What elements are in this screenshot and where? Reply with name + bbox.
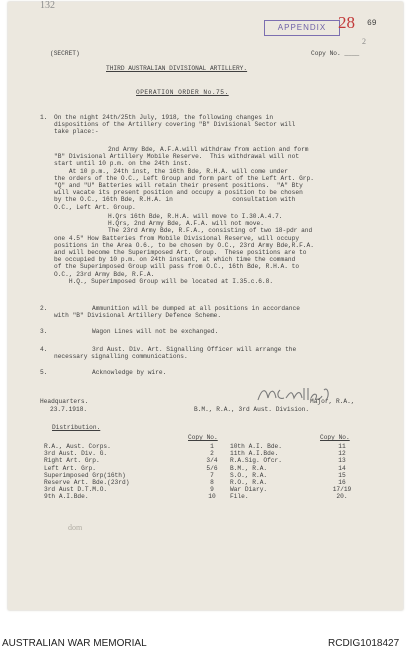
- text-line: with "B" Divisional Artillery Defence Scheme.: [54, 312, 222, 320]
- copy-number: 16: [338, 479, 346, 487]
- paragraph-3: Wagon Lines will not be exchanged.: [92, 328, 219, 335]
- copy-number: 15: [338, 471, 346, 479]
- classification: (SECRET): [50, 50, 80, 57]
- text-line: by the O.C., 16th Bde, R.H.A. in consultation with: [54, 196, 296, 204]
- text-line: dispositions of the Artillery covering "B" Divisional Sector will: [54, 121, 296, 129]
- record-id: RCDIG1018427: [328, 638, 400, 649]
- list-item: B.M., R.A.: [230, 464, 268, 472]
- headquarters-label: Headquarters.: [40, 398, 89, 405]
- paragraph-number-1: 1.: [40, 114, 48, 121]
- paragraph-number-4: 4.: [40, 346, 48, 353]
- text-line: O.C., 23rd Army Bde, R.F.A.: [54, 270, 155, 278]
- text-line: "B" Divisional Artillery Mobile Reserve. This withdrawal will not: [54, 153, 300, 161]
- copy-number: 9: [210, 486, 214, 494]
- text-line: 2nd Army Bde, A.F.A.will withdraw from action and form: [108, 146, 309, 153]
- copy-number: 20.: [336, 493, 348, 501]
- signatory-rank: Major, R.A.,: [310, 398, 355, 405]
- text-line: On the night 24th/25th July, 1918, the following changes in: [54, 114, 274, 121]
- list-item: 3rd Aust. Div. G.: [44, 450, 108, 458]
- order-date: 23.7.1918.: [50, 406, 88, 413]
- text-line: positions in the Area O.6., to be chosen by O.C., 23rd Army Bde,R.F.A.: [54, 241, 314, 249]
- document-page: [8, 2, 403, 610]
- list-item: R.O., R.A.: [230, 479, 268, 487]
- list-item: War Diary.: [230, 486, 268, 494]
- paragraph-4: [54, 346, 296, 360]
- text-line: At 10 p.m., 24th inst, the 16th Bde, R.H.A. will come under: [54, 167, 288, 175]
- copy-number: 10: [208, 493, 216, 501]
- text-line: the orders of the O.C., Left Group and form part of the Left Art. Grp.: [54, 174, 314, 182]
- distribution-copies-right: [328, 443, 356, 501]
- list-item: 11th A.I.Bde.: [230, 450, 279, 458]
- text-line: "Q" and "U" Batteries will retain their present positions. "A" Bty: [54, 182, 303, 190]
- paragraph-number-3: 3.: [40, 328, 48, 335]
- distribution-list-left: [44, 443, 129, 501]
- text-line: 3rd Aust. Div. Art. Signalling Officer will arrange the: [92, 346, 297, 353]
- list-item: Reserve Art. Bde.(23rd): [44, 479, 130, 487]
- text-line: be occupied by 10 p.m. on 24th instant, at which time the command: [54, 256, 296, 264]
- paragraph-5: Acknowledge by wire.: [92, 369, 167, 376]
- copy-number: 13: [338, 457, 346, 465]
- pencil-note: dom: [68, 523, 83, 532]
- list-item: S.O., R.A.: [230, 471, 268, 479]
- distribution-copies-left: [202, 443, 222, 501]
- list-item: 10th A.I. Bde.: [230, 443, 282, 450]
- list-item: 9th A.I.Bde.: [44, 493, 89, 501]
- list-item: File.: [230, 493, 249, 501]
- paragraph-2: [54, 305, 300, 319]
- paragraph-1-intro: [54, 114, 295, 136]
- copy-no-header-right: Copy No.: [320, 434, 350, 441]
- list-item: 3rd Aust D.T.M.O.: [44, 486, 108, 494]
- text-line: H.Qrs 16th Bde, R.H.A. will move to I.30.A.4.7.: [108, 213, 283, 220]
- list-item: R.A., Aust. Corps.: [44, 443, 111, 450]
- text-line: Ammunition will be dumped at all positions in accordance: [92, 305, 300, 312]
- copy-no-header-left: Copy No.: [188, 434, 218, 441]
- copy-number: 8: [210, 479, 214, 487]
- text-line: The 23rd Army Bde, R.F.A., consisting of two 18-pdr and: [108, 227, 313, 235]
- paragraph-number-5: 5.: [40, 369, 48, 376]
- list-item: Left Art. Grp.: [44, 464, 96, 472]
- text-line: will vacate its present position and occupy a position to be chosen: [54, 189, 303, 197]
- order-title: OPERATION ORDER No.75.: [136, 89, 229, 96]
- paragraph-number-2: 2.: [40, 305, 48, 312]
- copy-number: 14: [338, 464, 346, 472]
- distribution-title: Distribution.: [52, 424, 101, 431]
- pencil-mark: 2: [362, 37, 366, 46]
- copy-number: 3/4: [206, 457, 218, 465]
- copy-number: 5/6: [206, 464, 218, 472]
- text-line: and will become the Superimposed Art. Group. These positions are to: [54, 249, 307, 257]
- list-item: Superimposed Grp(16th): [44, 471, 126, 479]
- appendix-number: 28: [338, 13, 355, 32]
- unit-heading: THIRD AUSTRALIAN DIVISIONAL ARTILLERY.: [106, 65, 248, 72]
- text-line: start until 10 p.m. on the 24th inst.: [54, 160, 192, 168]
- copy-number: 2: [210, 450, 214, 458]
- copy-number: 1: [210, 443, 214, 450]
- copy-number: 12: [338, 450, 346, 458]
- text-line: O.C., Left Art. Group.: [54, 203, 136, 211]
- copy-number: 17/19: [332, 486, 352, 494]
- list-item: Right Art. Grp.: [44, 457, 100, 465]
- text-line: H.Qrs, 2nd Army Bde, A.F.A. will not move.: [108, 220, 264, 228]
- text-line: necessary signalling communications.: [54, 353, 188, 361]
- archive-credit: AUSTRALIAN WAR MEMORIAL: [2, 638, 147, 649]
- appendix-stamp: APPENDIX: [264, 20, 340, 36]
- text-line: H.Q., Superimposed Group will be located at I.35.c.6.8.: [54, 277, 274, 285]
- folio-pencil-number: 132: [40, 0, 55, 11]
- copy-number-label: Copy No. ____: [311, 50, 360, 57]
- copy-number: 11: [338, 443, 346, 450]
- text-line: take place:-: [54, 128, 99, 136]
- copy-number: 7: [210, 471, 214, 479]
- distribution-list-right: [230, 443, 282, 501]
- paragraph-1-continued: [54, 213, 314, 285]
- text-line: one 4.5" How Batteries from Mobile Divisional Reserve, will occupy: [54, 234, 300, 242]
- text-line: of the Superimposed Group will pass from O.C., 16th Bde, R.H.A. to: [54, 263, 300, 271]
- signatory-role: B.M., R.A., 3rd Aust. Division.: [194, 406, 310, 413]
- list-item: R.A.Sig. Ofcr.: [230, 457, 282, 465]
- paragraph-1-body: [54, 146, 314, 211]
- folio-number: 69: [367, 19, 377, 28]
